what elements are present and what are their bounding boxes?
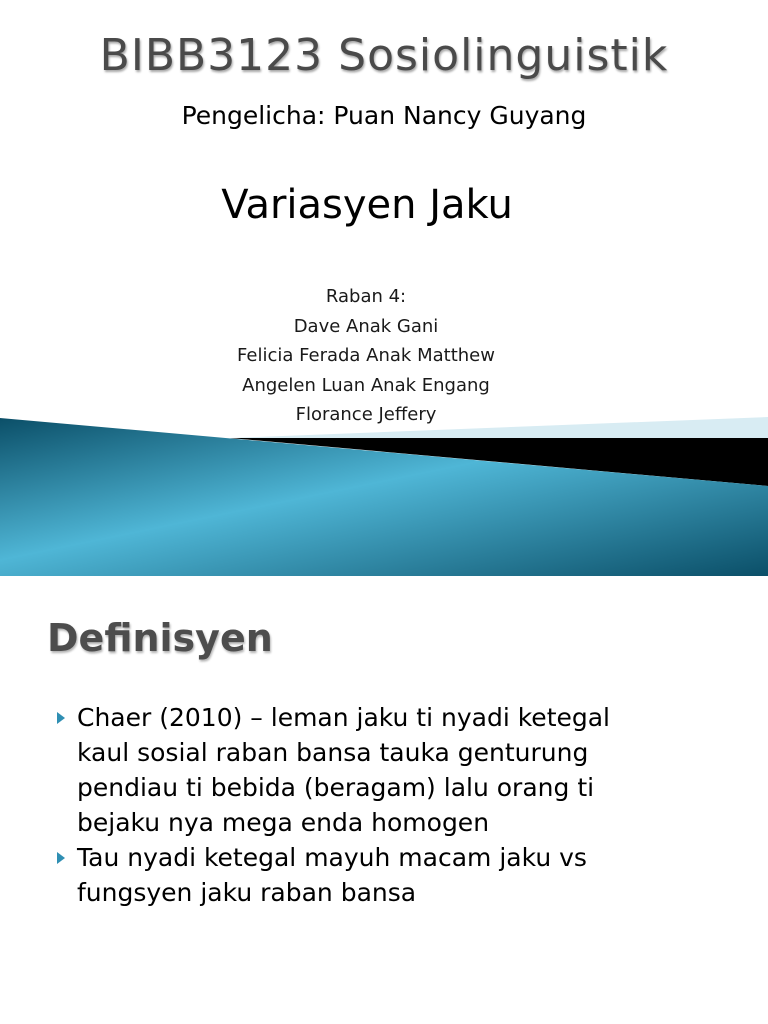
- slide-heading: Definisyen: [47, 616, 273, 660]
- bullet-line: Chaer (2010) – leman jaku ti nyadi ketegal: [77, 703, 611, 732]
- group-members: [0, 282, 732, 430]
- member-name: Florance Jeffery: [295, 404, 437, 425]
- member-name: Dave Anak Gani: [293, 315, 439, 337]
- bullet-item: [52, 840, 732, 910]
- definition-slide: [0, 576, 768, 1024]
- triangle-bullet-icon: [55, 840, 69, 875]
- lecturer-name: Pengelicha: Puan Nancy Guyang: [181, 101, 587, 130]
- group-label: Raban 4:: [325, 286, 407, 307]
- topic-title: Variasyen Jaku: [221, 182, 513, 228]
- bullet-list: [52, 700, 732, 910]
- member-name: Felicia Ferada Anak Matthew: [237, 345, 495, 366]
- course-title: BIBB3123 Sosiolinguistik: [99, 30, 669, 81]
- bullet-line: kaul sosial raban bansa tauka genturung: [77, 738, 589, 767]
- bullet-line: fungsyen jaku raban bansa: [77, 878, 417, 907]
- triangle-bullet-icon: [55, 700, 69, 735]
- member-name: Angelen Luan Anak Engang: [242, 374, 490, 396]
- bullet-line: bejaku nya mega enda homogen: [77, 808, 490, 837]
- bullet-line: pendiau ti bebida (beragam) lalu orang ti: [77, 773, 595, 802]
- bullet-item: [52, 700, 732, 840]
- bullet-line: Tau nyadi ketegal mayuh macam jaku vs: [77, 843, 587, 872]
